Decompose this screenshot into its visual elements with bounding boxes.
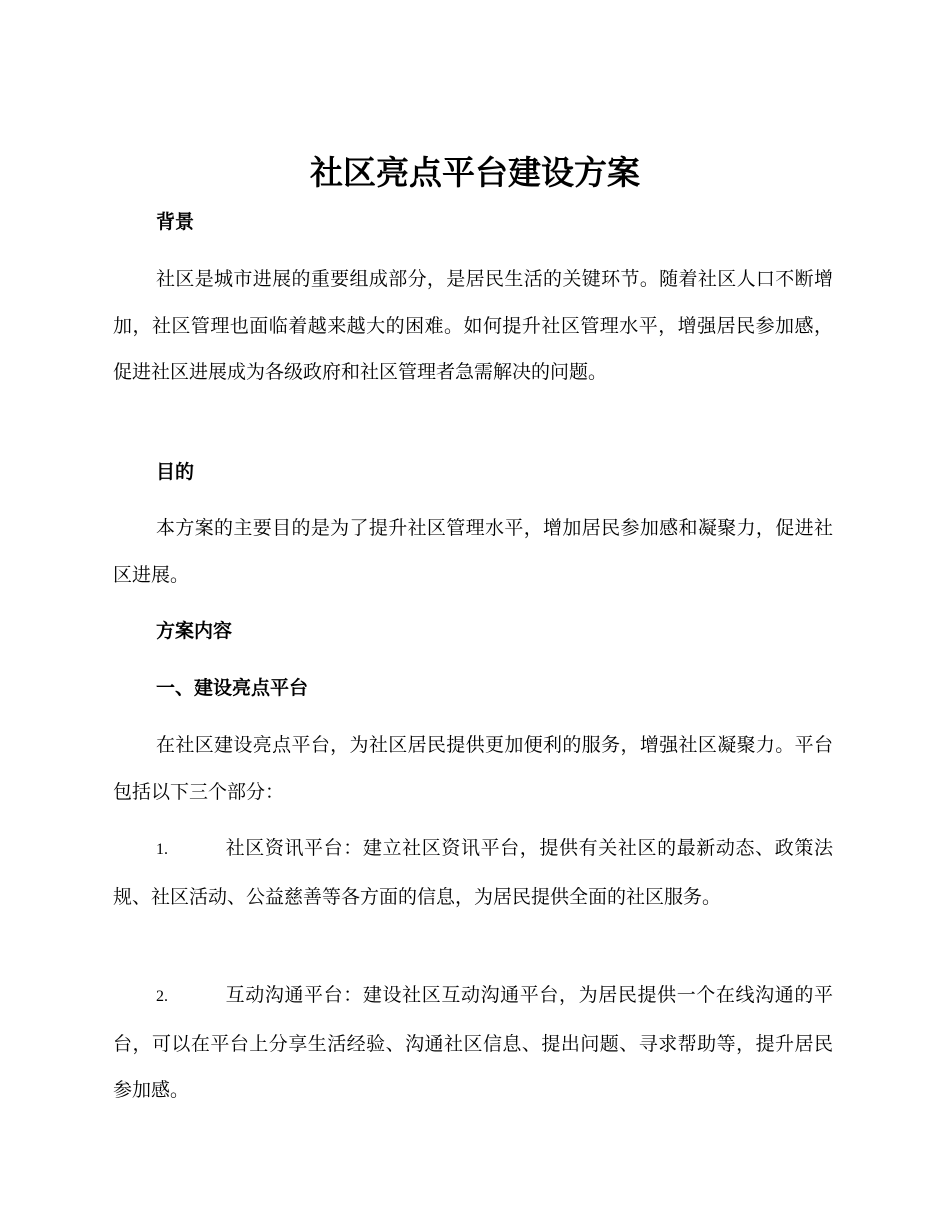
paragraph-platform-intro: 在社区建设亮点平台，为社区居民提供更加便利的服务，增强社区凝聚力。平台包括以下三个部分： — [113, 734, 833, 803]
list-item-text: 社区资讯平台：建立社区资讯平台，提供有关社区的最新动态、政策法规、社区活动、公益慈善等各方面的信息，为居民提供全面的社区服务。 — [113, 837, 833, 908]
heading-background: 背景 — [156, 211, 195, 233]
list-item-number: 1. — [156, 841, 168, 858]
heading-plan-content: 方案内容 — [156, 620, 233, 642]
paragraph-background: 社区是城市进展的重要组成部分，是居民生活的关键环节。随着社区人口不断增加，社区管理也面临着越来越大的困难。如何提升社区管理水平，增强居民参加感，促进社区进展成为各级政府和社区管理者急需解决的问题。 — [113, 268, 833, 383]
subheading-build-platform: 一、建设亮点平台 — [156, 677, 309, 699]
list-item — [113, 972, 833, 1114]
heading-purpose: 目的 — [156, 461, 195, 483]
list-item-number: 2. — [156, 988, 168, 1005]
list-item — [113, 825, 833, 920]
document-title: 社区亮点平台建设方案 — [310, 153, 640, 192]
list-item-text: 互动沟通平台：建设社区互动沟通平台，为居民提供一个在线沟通的平台，可以在平台上分享生活经验、沟通社区信息、提出问题、寻求帮助等，提升居民参加感。 — [113, 984, 833, 1101]
paragraph-purpose: 本方案的主要目的是为了提升社区管理水平，增加居民参加感和凝聚力，促进社区进展。 — [113, 517, 833, 586]
